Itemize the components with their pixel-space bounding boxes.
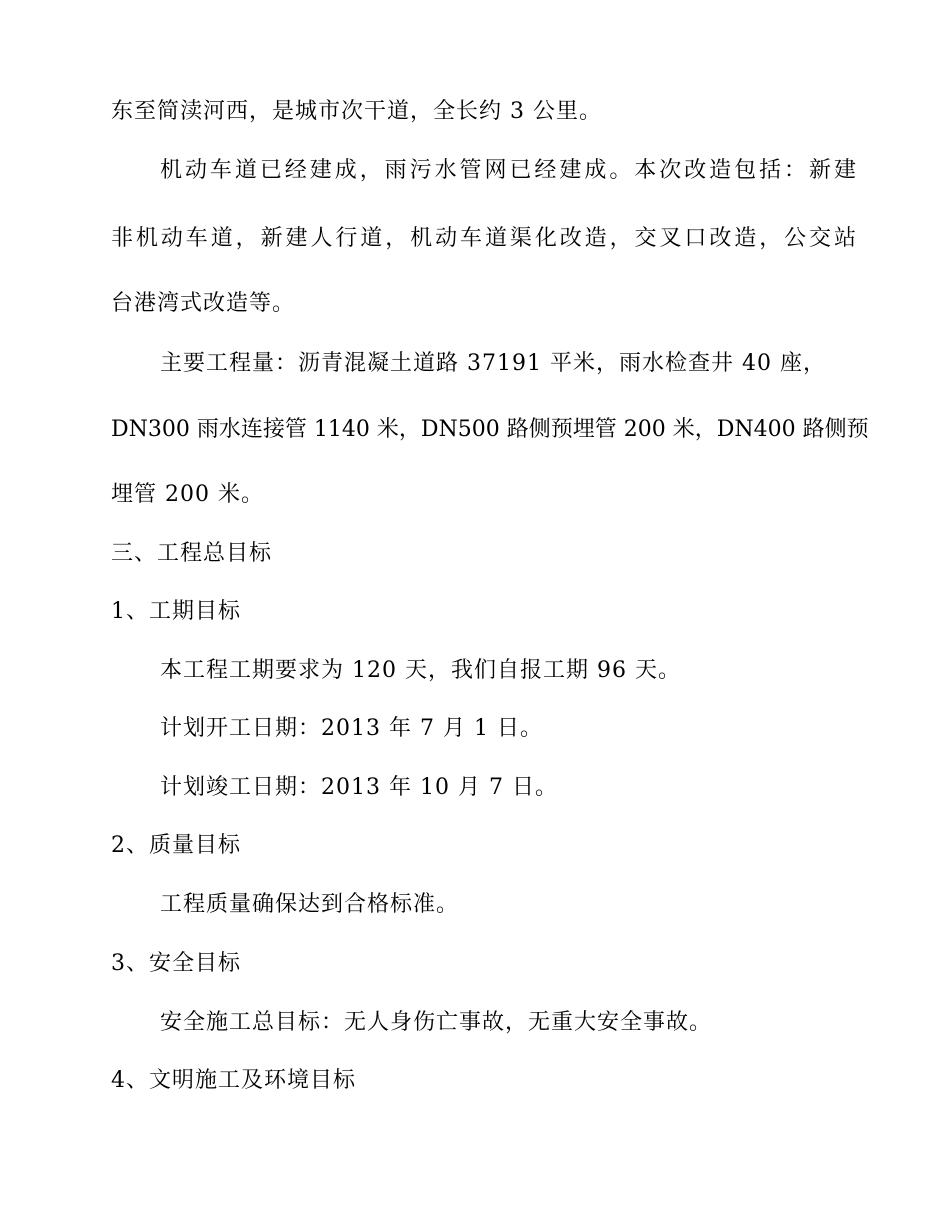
scope-paragraph-line-1: 机动车道已经建成，雨污水管网已经建成。本次改造包括：新建	[160, 158, 856, 183]
goal-3-text: 安全施工总目标：无人身伤亡事故，无重大安全事故。	[160, 1010, 713, 1035]
goal-1-text-1: 本工程工期要求为 120 天，我们自报工期 96 天。	[160, 658, 681, 683]
goal-1-text-2: 计划开工日期：2013 年 7 月 1 日。	[160, 716, 543, 741]
quantities-paragraph-line-3: 埋管 200 米。	[111, 482, 264, 507]
goal-2-text: 工程质量确保达到合格标准。	[160, 892, 460, 917]
scope-paragraph-line-2: 非机动车道，新建人行道，机动车道渠化改造，交叉口改造，公交站	[111, 226, 856, 251]
intro-paragraph-end: 东至简渎河西，是城市次干道，全长约 3 公里。	[111, 99, 602, 124]
section-heading: 三、工程总目标	[111, 541, 273, 566]
scope-paragraph-line-3: 台港湾式改造等。	[111, 291, 296, 316]
quantities-paragraph-line-2: DN300 雨水连接管 1140 米，DN500 路侧预埋管 200 米，DN400 路侧预	[111, 417, 869, 442]
goal-2-heading: 2、质量目标	[111, 833, 241, 858]
goal-3-heading: 3、安全目标	[111, 951, 241, 976]
goal-1-heading: 1、工期目标	[111, 599, 241, 624]
quantities-paragraph-line-1: 主要工程量：沥青混凝土道路 37191 平米，雨水检查井 40 座，	[160, 351, 826, 376]
goal-1-text-3: 计划竣工日期：2013 年 10 月 7 日。	[160, 775, 558, 800]
goal-4-heading: 4、文明施工及环境目标	[111, 1068, 356, 1093]
